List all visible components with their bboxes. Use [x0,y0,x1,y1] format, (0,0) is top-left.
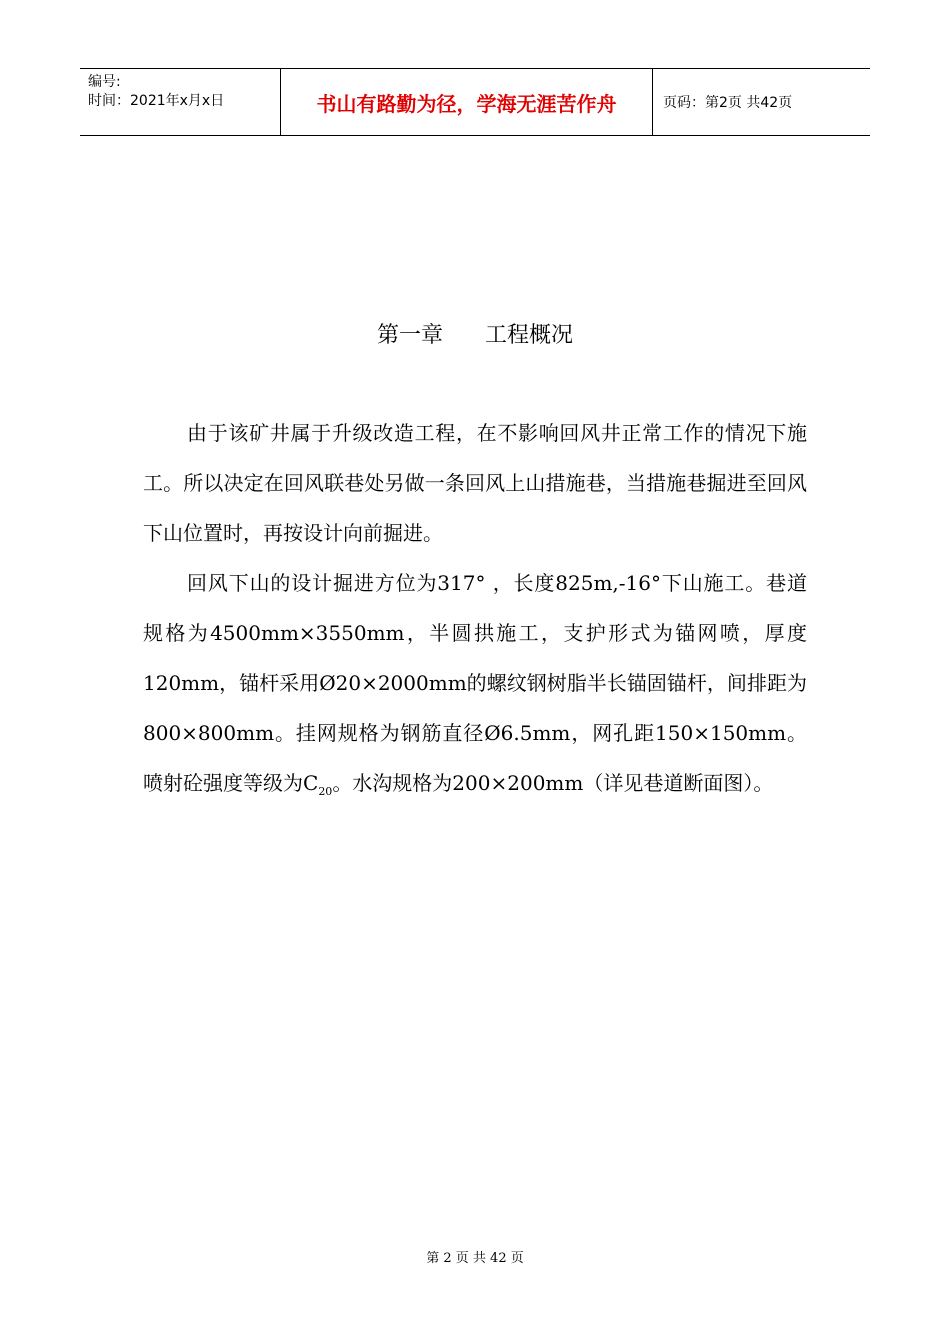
chapter-title: 第一章 工程概况 [377,323,573,348]
paragraph-2 [143,558,807,817]
header-meta-cell [80,69,281,135]
document-header [80,68,870,136]
page-footer: 第 2 页 共 42 页 [426,1251,524,1266]
header-page-info: 页码：第2页 共42页 [663,95,793,111]
header-motto: 书山有路勤为径，学海无涯苦作舟 [281,69,653,135]
paragraph-1: 由于该矿井属于升级改造工程，在不影响回风井正常工作的情况下施工。所以决定在回风联巷处另做一条回风上山措施巷，当措施巷掘进至回风下山位置时，再按设计向前掘进。 [143,421,807,545]
paragraph-2-text-b: 。水沟规格为200×200mm（详见巷道断面图）。 [332,771,774,795]
serial-number-label: 编号: [88,74,121,90]
paragraph-2-text-a: 回风下山的设计掘进方位为317° ，长度825m,-16°下山施工。巷道规格为4500mm×3550mm，半圆拱施工，支护形式为锚网喷，厚度120mm，锚杆采用Ø20×2000mm的螺纹钢树脂半长锚固锚杆，间排距为800×800mm。挂网规格为钢筋直径Ø6.5mm，网孔距150×150mm。喷射砼强度等级为C [143,571,807,795]
date-label: 时间：2021年x月x日 [88,93,225,109]
concrete-grade-subscript: 20 [318,785,333,798]
